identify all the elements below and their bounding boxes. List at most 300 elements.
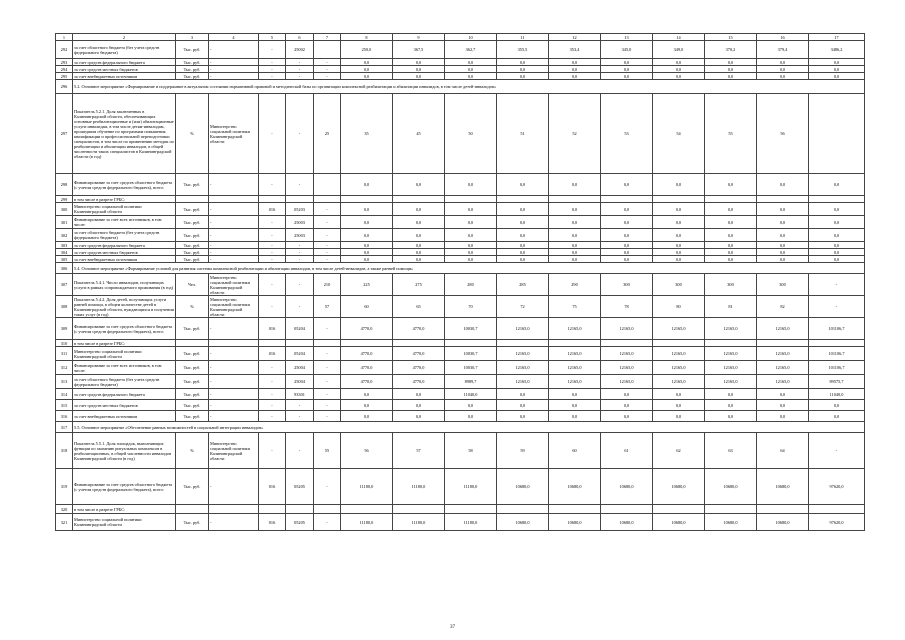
table-cell: - <box>209 66 259 73</box>
row-number: 321 <box>56 514 73 531</box>
table-cell: 0,0 <box>393 249 445 256</box>
table-cell: - <box>259 256 286 263</box>
table-cell: 0,0 <box>809 256 865 263</box>
table-cell: 0,0 <box>549 216 601 229</box>
table-cell <box>549 340 601 347</box>
table-cell: 4770,0 <box>393 318 445 340</box>
table-cell: - <box>314 203 341 216</box>
table-row <box>56 296 865 318</box>
table-cell: 05204 <box>286 318 314 340</box>
table-cell: 0,0 <box>809 59 865 66</box>
row-number: 310 <box>56 340 73 347</box>
section-title: 5.2. Основное мероприятие «Формирование и поддержание в актуальном состоянии нормативной правовой и методической базы по организации комплексной реабилитации и абилитации инвалидов, в том числе детей-инвалидов» <box>73 80 865 94</box>
table-cell: 0,0 <box>809 400 865 411</box>
row-number: 302 <box>56 229 73 242</box>
table-cell: - <box>209 411 259 422</box>
row-label: Министерство социальной политики Калининградской области <box>73 203 176 216</box>
table-cell: 0,0 <box>549 73 601 80</box>
table-cell <box>549 196 601 203</box>
table-cell: - <box>314 318 341 340</box>
table-cell <box>445 340 497 347</box>
table-cell: 25002 <box>286 41 314 59</box>
table-cell: - <box>286 274 314 296</box>
table-cell: - <box>259 296 286 318</box>
table-cell: Тыс. руб. <box>176 41 209 59</box>
table-cell: 12165,0 <box>601 375 653 389</box>
row-label: за счет областного бюджета (без учета средств федерального бюджета) <box>73 41 176 59</box>
table-cell: 11040,0 <box>809 389 865 400</box>
table-cell: 0,0 <box>549 389 601 400</box>
table-cell: 05203 <box>286 203 314 216</box>
table-cell: Тыс. руб. <box>176 361 209 375</box>
row-number: 313 <box>56 375 73 389</box>
table-cell: - <box>259 361 286 375</box>
table-cell <box>259 505 286 514</box>
row-number: 295 <box>56 73 73 80</box>
row-label: Показатель 5.5.1. Доля площадок, выполняющих функции по оказанию ритуальных комплексов в реабилитационных, в общей численности инвалидов Калининградской области (в год) <box>73 433 176 469</box>
table-cell <box>497 196 549 203</box>
table-cell: 97620,0 <box>809 469 865 505</box>
table-row <box>56 256 865 263</box>
table-cell: - <box>209 347 259 361</box>
row-number: 303 <box>56 242 73 249</box>
table-cell: 10680,0 <box>757 469 809 505</box>
table-cell: 25003 <box>286 229 314 242</box>
table-cell: Тыс. руб. <box>176 411 209 422</box>
table-cell: 362,7 <box>445 41 497 59</box>
row-label: за счет областного бюджета (без учета средств федерального бюджета) <box>73 375 176 389</box>
table-cell: 290 <box>549 274 601 296</box>
table-cell: 10680,0 <box>757 514 809 531</box>
budget-table <box>55 33 865 531</box>
table-cell: - <box>209 361 259 375</box>
table-cell: 10030,7 <box>445 361 497 375</box>
table-cell: 52 <box>549 94 601 174</box>
table-cell: 93301 <box>286 389 314 400</box>
table-cell: - <box>314 73 341 80</box>
table-cell: 12165,0 <box>757 347 809 361</box>
header-cell: 12 <box>549 34 601 41</box>
table-cell: 0,0 <box>341 400 393 411</box>
table-cell <box>757 196 809 203</box>
table-cell: - <box>209 389 259 400</box>
table-cell: - <box>286 59 314 66</box>
table-cell: 300 <box>705 274 757 296</box>
table-cell: 225 <box>341 274 393 296</box>
table-cell: 0,0 <box>497 389 549 400</box>
table-cell: 101106,7 <box>809 347 865 361</box>
table-cell: 016 <box>259 514 286 531</box>
table-cell: 0,0 <box>653 389 705 400</box>
table-row <box>56 41 865 59</box>
table-cell <box>497 505 549 514</box>
table-cell: - <box>259 216 286 229</box>
table-cell: 0,0 <box>445 249 497 256</box>
header-cell: 4 <box>209 34 259 41</box>
table-cell: 10030,7 <box>445 347 497 361</box>
table-cell: 51 <box>497 94 549 174</box>
table-cell <box>286 196 314 203</box>
table-cell: 0,0 <box>757 229 809 242</box>
table-cell: 0,0 <box>705 400 757 411</box>
table-cell: - <box>314 256 341 263</box>
table-cell: 55 <box>705 94 757 174</box>
table-cell <box>314 340 341 347</box>
table-cell <box>705 505 757 514</box>
row-label: в том числе в разрезе ГРБС: <box>73 340 176 347</box>
page-number: 37 <box>450 625 455 630</box>
table-cell: - <box>209 216 259 229</box>
table-cell <box>549 505 601 514</box>
table-cell: Министерство социальной политики Калининградской области <box>209 296 259 318</box>
table-cell: 53 <box>601 94 653 174</box>
row-label: за счет областного бюджета (без учета средств федерального бюджета) <box>73 229 176 242</box>
table-cell: 0,0 <box>341 389 393 400</box>
header-cell: 1 <box>56 34 73 41</box>
row-label: за счет внебюджетных источников <box>73 411 176 422</box>
table-cell: 0,0 <box>393 229 445 242</box>
row-number: 304 <box>56 249 73 256</box>
table-cell: - <box>259 375 286 389</box>
row-label: за счет средств местных бюджетов <box>73 249 176 256</box>
table-cell: Тыс. руб. <box>176 400 209 411</box>
header-cell: 6 <box>286 34 314 41</box>
table-row <box>56 203 865 216</box>
table-cell: 0,0 <box>445 216 497 229</box>
table-cell: 0,0 <box>549 242 601 249</box>
table-cell: - <box>286 256 314 263</box>
table-cell: 0,0 <box>341 229 393 242</box>
table-cell: 10680,0 <box>549 514 601 531</box>
table-cell: 016 <box>259 203 286 216</box>
table-cell: 59 <box>497 433 549 469</box>
row-number: 318 <box>56 433 73 469</box>
table-cell: - <box>314 389 341 400</box>
table-cell: % <box>176 296 209 318</box>
header-cell: 7 <box>314 34 341 41</box>
table-cell: 12165,0 <box>601 361 653 375</box>
table-cell: - <box>314 400 341 411</box>
row-label: Финансирование за счет всех источников, в том числе: <box>73 216 176 229</box>
table-cell: 0,0 <box>497 73 549 80</box>
table-row <box>56 196 865 203</box>
row-label: Финансирование за счет средств областного бюджета (с учетом средств федерального бюджета), всего: <box>73 174 176 196</box>
table-cell: 0,0 <box>393 389 445 400</box>
table-cell: 0,0 <box>653 411 705 422</box>
table-cell: Министерство социальной политики Калининградской области <box>209 433 259 469</box>
table-cell: 250,0 <box>341 41 393 59</box>
table-cell: 0,0 <box>705 59 757 66</box>
table-cell: 12165,0 <box>549 318 601 340</box>
table-cell: 10680,0 <box>601 469 653 505</box>
table-cell: 0,0 <box>757 389 809 400</box>
table-cell: 0,0 <box>393 59 445 66</box>
row-label: в том числе в разрезе ГРБС: <box>73 196 176 203</box>
table-cell: 0,0 <box>809 411 865 422</box>
table-cell: 81 <box>705 296 757 318</box>
table-cell: - <box>259 174 286 196</box>
table-cell: 0,0 <box>497 66 549 73</box>
table-cell: 0,0 <box>601 174 653 196</box>
table-cell: 0,0 <box>705 229 757 242</box>
table-cell: 78 <box>601 296 653 318</box>
table-cell: 0,0 <box>601 66 653 73</box>
table-cell: Министерство социальной политики Калининградской области <box>209 274 259 296</box>
table-cell: - <box>209 375 259 389</box>
table-cell: 101106,7 <box>809 318 865 340</box>
table-cell: 0,0 <box>393 203 445 216</box>
table-cell <box>176 340 209 347</box>
table-cell: 62 <box>653 433 705 469</box>
header-row <box>56 34 865 41</box>
table-cell: 0,0 <box>809 242 865 249</box>
table-cell: - <box>286 174 314 196</box>
table-cell: - <box>259 389 286 400</box>
table-cell: 0,0 <box>653 59 705 66</box>
table-cell: 11040,0 <box>445 389 497 400</box>
table-cell: 0,0 <box>757 249 809 256</box>
table-cell: - <box>286 94 314 174</box>
row-label: в том числе в разрезе ГРБС: <box>73 505 176 514</box>
table-cell: 0,0 <box>757 203 809 216</box>
table-cell: 05205 <box>286 514 314 531</box>
table-cell: 58 <box>445 433 497 469</box>
table-cell: 0,0 <box>445 411 497 422</box>
table-cell: Тыс. руб. <box>176 389 209 400</box>
table-cell: - <box>209 469 259 505</box>
table-cell: 0,0 <box>601 400 653 411</box>
table-row <box>56 274 865 296</box>
table-cell: - <box>314 242 341 249</box>
row-number: 314 <box>56 389 73 400</box>
table-cell: 25003 <box>286 216 314 229</box>
table-cell: 0,0 <box>497 216 549 229</box>
table-cell: 45 <box>393 94 445 174</box>
row-number: 298 <box>56 174 73 196</box>
table-cell: 0,0 <box>705 256 757 263</box>
table-cell: 0,0 <box>341 59 393 66</box>
table-cell: Тыс. руб. <box>176 375 209 389</box>
table-cell: 4770,0 <box>393 375 445 389</box>
row-number: 294 <box>56 66 73 73</box>
table-cell: - <box>286 433 314 469</box>
table-cell: 0,0 <box>341 66 393 73</box>
table-cell: 0,0 <box>393 73 445 80</box>
table-cell: 50 <box>445 94 497 174</box>
table-cell: 0,0 <box>393 256 445 263</box>
table-cell <box>497 340 549 347</box>
table-cell: 0,0 <box>549 400 601 411</box>
table-cell: 0,0 <box>445 59 497 66</box>
table-cell: 97620,0 <box>809 514 865 531</box>
table-cell: 0,0 <box>809 216 865 229</box>
table-cell <box>653 196 705 203</box>
table-cell: 285 <box>497 274 549 296</box>
table-cell: Тыс. руб. <box>176 347 209 361</box>
table-cell: - <box>314 375 341 389</box>
table-cell: 10680,0 <box>601 514 653 531</box>
table-cell: 0,0 <box>653 400 705 411</box>
table-cell: 0,0 <box>757 242 809 249</box>
table-cell: 0,0 <box>445 242 497 249</box>
table-cell: Тыс. руб. <box>176 249 209 256</box>
table-cell: 0,0 <box>341 174 393 196</box>
table-cell: 275 <box>393 274 445 296</box>
table-cell: - <box>314 229 341 242</box>
table-cell: 0,0 <box>445 256 497 263</box>
table-cell <box>259 340 286 347</box>
table-cell: 0,0 <box>497 229 549 242</box>
table-cell: - <box>209 174 259 196</box>
table-cell: 12165,0 <box>497 361 549 375</box>
table-cell: Тыс. руб. <box>176 203 209 216</box>
table-cell: - <box>209 256 259 263</box>
table-cell: 0,0 <box>497 411 549 422</box>
row-number: 311 <box>56 347 73 361</box>
table-row <box>56 229 865 242</box>
table-cell: - <box>314 59 341 66</box>
table-cell: 05205 <box>286 469 314 505</box>
table-cell: 0,0 <box>601 242 653 249</box>
table-cell: 0,0 <box>497 242 549 249</box>
table-cell: 56 <box>341 433 393 469</box>
table-cell: 60 <box>341 296 393 318</box>
table-cell: 10030,7 <box>445 318 497 340</box>
table-cell: 0,0 <box>549 229 601 242</box>
table-cell: 11180,0 <box>445 514 497 531</box>
table-cell <box>653 505 705 514</box>
table-cell: 61 <box>601 433 653 469</box>
table-cell: 0,0 <box>705 242 757 249</box>
table-row <box>56 73 865 80</box>
table-cell: Тыс. руб. <box>176 229 209 242</box>
budget-table-sheet <box>55 33 865 531</box>
table-cell: 0,0 <box>653 174 705 196</box>
table-cell: 0,0 <box>341 242 393 249</box>
table-cell: Тыс. руб. <box>176 174 209 196</box>
table-cell: 0,0 <box>757 59 809 66</box>
table-cell: 0,0 <box>705 249 757 256</box>
table-cell <box>809 196 865 203</box>
table-cell: 0,0 <box>497 256 549 263</box>
table-cell: 0,0 <box>653 216 705 229</box>
table-cell: Тыс. руб. <box>176 242 209 249</box>
header-cell: 3 <box>176 34 209 41</box>
table-cell: 345,0 <box>601 41 653 59</box>
table-cell <box>341 505 393 514</box>
table-cell <box>601 340 653 347</box>
table-cell: 0,0 <box>653 73 705 80</box>
row-number: 305 <box>56 256 73 263</box>
table-cell: - <box>209 41 259 59</box>
table-cell: 12165,0 <box>601 347 653 361</box>
table-cell: 10680,0 <box>705 469 757 505</box>
table-cell: 353,4 <box>549 41 601 59</box>
table-cell: 11180,0 <box>393 469 445 505</box>
table-cell: - <box>259 274 286 296</box>
table-cell: - <box>259 73 286 80</box>
row-label: за счет внебюджетных источников <box>73 73 176 80</box>
table-cell <box>341 340 393 347</box>
table-cell: 280 <box>445 274 497 296</box>
table-cell: 0,0 <box>549 249 601 256</box>
row-number: 306 <box>56 263 73 274</box>
table-cell: - <box>209 203 259 216</box>
table-cell: 10680,0 <box>653 469 705 505</box>
table-cell <box>757 505 809 514</box>
table-cell: 0,0 <box>601 249 653 256</box>
table-cell: 0,0 <box>705 411 757 422</box>
row-number: 319 <box>56 469 73 505</box>
table-cell: Министерство социальной политики Калининградской области <box>209 94 259 174</box>
table-cell: 12165,0 <box>497 347 549 361</box>
row-number: 307 <box>56 274 73 296</box>
table-cell: 10680,0 <box>497 469 549 505</box>
row-number: 320 <box>56 505 73 514</box>
table-cell: 4770,0 <box>393 347 445 361</box>
table-cell: - <box>209 249 259 256</box>
table-cell: - <box>809 296 865 318</box>
table-cell: 0,0 <box>445 229 497 242</box>
table-cell <box>393 340 445 347</box>
table-cell: 016 <box>259 347 286 361</box>
table-cell: 0,0 <box>497 174 549 196</box>
table-cell: % <box>176 433 209 469</box>
table-cell: Тыс. руб. <box>176 216 209 229</box>
row-number: 317 <box>56 422 73 433</box>
table-cell <box>601 505 653 514</box>
section-title: 5.4. Основное мероприятие «Формирование условий для развития системы комплексной реабилитации и абилитации инвалидов, в том числе детей-инвалидов, а также ранней помощи» <box>73 263 865 274</box>
table-row <box>56 514 865 531</box>
table-cell <box>314 174 341 196</box>
table-cell: 0,0 <box>445 66 497 73</box>
table-row <box>56 174 865 196</box>
table-cell: - <box>286 249 314 256</box>
table-row <box>56 66 865 73</box>
table-cell: 210 <box>314 274 341 296</box>
row-number: 300 <box>56 203 73 216</box>
table-row <box>56 389 865 400</box>
table-cell: 25 <box>314 94 341 174</box>
table-cell: 016 <box>259 318 286 340</box>
table-cell: - <box>286 66 314 73</box>
header-cell: 16 <box>757 34 809 41</box>
table-cell: Тыс. руб. <box>176 73 209 80</box>
table-row <box>56 249 865 256</box>
table-cell: 0,0 <box>393 242 445 249</box>
table-cell: 0,0 <box>705 389 757 400</box>
table-cell: 0,0 <box>653 256 705 263</box>
table-cell: 370,2 <box>705 41 757 59</box>
table-cell: 05204 <box>286 347 314 361</box>
table-cell <box>445 196 497 203</box>
table-cell <box>705 340 757 347</box>
table-row <box>56 375 865 389</box>
table-cell: 75 <box>549 296 601 318</box>
row-number: 312 <box>56 361 73 375</box>
table-cell: 300 <box>653 274 705 296</box>
table-cell: 0,0 <box>445 174 497 196</box>
row-number: 293 <box>56 59 73 66</box>
table-cell: 12165,0 <box>757 318 809 340</box>
table-row <box>56 505 865 514</box>
table-cell: 0,0 <box>341 73 393 80</box>
table-cell: - <box>259 433 286 469</box>
row-label: за счет средств федерального бюджета <box>73 59 176 66</box>
table-cell: - <box>314 216 341 229</box>
table-cell <box>809 505 865 514</box>
table-cell: - <box>209 73 259 80</box>
